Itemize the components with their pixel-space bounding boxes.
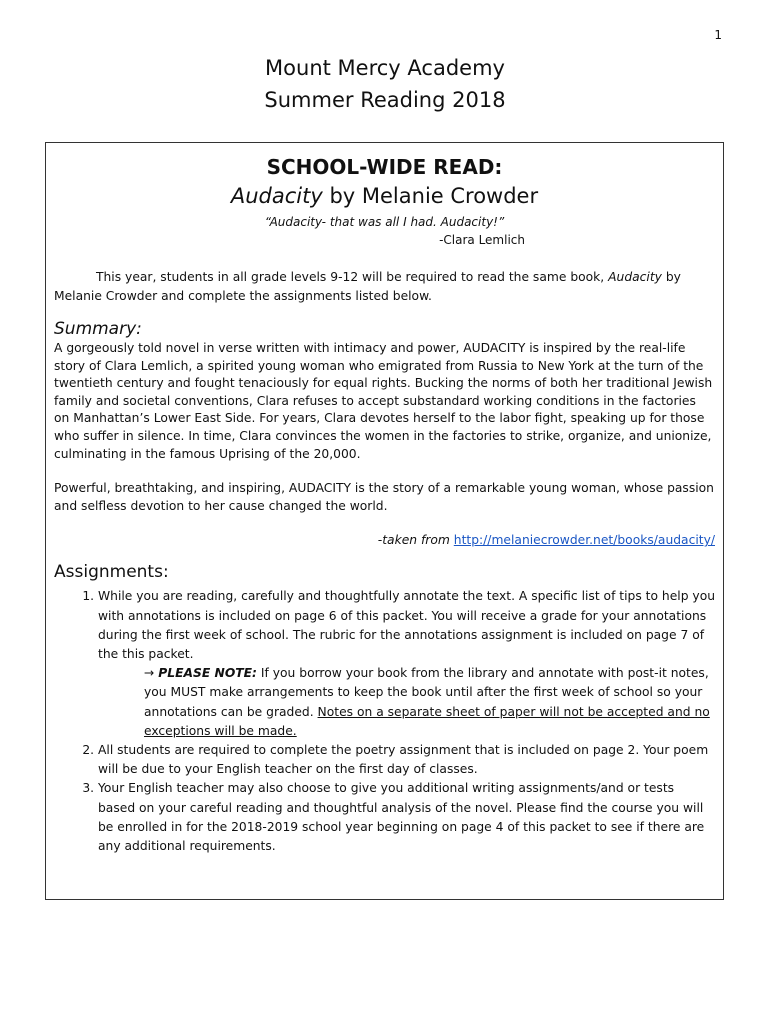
assignment-item-1 [98, 587, 715, 741]
assignment-item-3: 3. Your English teacher may also choose to give you additional writing assignments/and or tests based on your careful reading and thoughtful analysis of the novel. Please find the course you will be enrolled in for the 2018-2019 school year beginning on page 4 of this packet to see if there are any additional requirements. [98, 779, 715, 856]
assignments-heading: Assignments: [54, 562, 169, 583]
source-link[interactable]: http://melaniecrowder.net/books/audacity/ [453, 533, 715, 548]
summary-paragraph-2: Powerful, breathtaking, and inspiring, AUDACITY is the story of a remarkable young woman, whose passion and selfless devotion to her cause changed the world. [54, 481, 714, 513]
intro-paragraph [54, 268, 715, 306]
summary-paragraph-1: A gorgeously told novel in verse written with intimacy and power, AUDACITY is inspired by the real-life story of Clara Lemlich, a spirited young woman who emigrated from Russia to New York at the turn of the twentieth century and fought tenaciously for equal rights. Bucking the norms of both her traditional Jewish family and societal conventions, Clara refuses to accept substandard working conditions in the factories on Manhattan’s Lower East Side. For years, Clara devotes herself to the labor fight, speaking up for those who suffer in silence. In time, Clara convinces the women in the factories to strike, organize, and unionize, culminating in the famous Uprising of the 20,000. [54, 341, 713, 461]
intro-book-title: Audacity [608, 270, 662, 284]
please-note [144, 664, 715, 741]
assignment-item-1-text: While you are reading, carefully and thoughtfully annotate the text. A specific list of tips to help you with annotations is included on page 6 of this packet. You will receive a grade for your annotations during the first week of school. The rubric for the annotations assignment is included on page 7 of the this packet. [98, 589, 716, 661]
assignment-item-2: 2. All students are required to complete the poetry assignment that is included on page 2. Your poem will be due to your English teacher on the first day of classes. [98, 741, 715, 779]
please-note-text: If you borrow your book from the library and annotate with post-it notes, you MUST make arrangements to keep the book until after the first week of school so your annotations can be graded. [144, 666, 709, 719]
document-header [0, 52, 770, 116]
source-prefix: -taken from [377, 533, 454, 548]
intro-text-start: This year, students in all grade levels 9-12 will be required to read the same book, [96, 270, 609, 284]
book-title: Audacity [230, 184, 323, 208]
epigraph-quote: “Audacity- that was all I had. Audacity!” [264, 215, 505, 229]
document-title: Summer Reading 2018 [264, 88, 506, 112]
summary-source [54, 531, 715, 549]
arrow-icon: → [144, 666, 159, 681]
summary-heading: Summary: [54, 319, 142, 339]
epigraph-author: -Clara Lemlich [439, 233, 525, 247]
school-name: Mount Mercy Academy [265, 56, 505, 80]
assignments-list [54, 587, 715, 856]
please-note-label: PLEASE NOTE: [158, 666, 257, 681]
intro-text-end: by Melanie Crowder and complete the assignments listed below. [54, 270, 681, 303]
school-wide-title: SCHOOL-WIDE READ: [266, 155, 503, 179]
content-box [45, 142, 724, 900]
book-author: by Melanie Crowder [322, 184, 539, 208]
please-note-underlined: Notes on a separate sheet of paper will not be accepted and no exceptions will be made. [144, 704, 710, 738]
book-title-line [54, 181, 715, 211]
page-number: 1 [714, 28, 722, 42]
